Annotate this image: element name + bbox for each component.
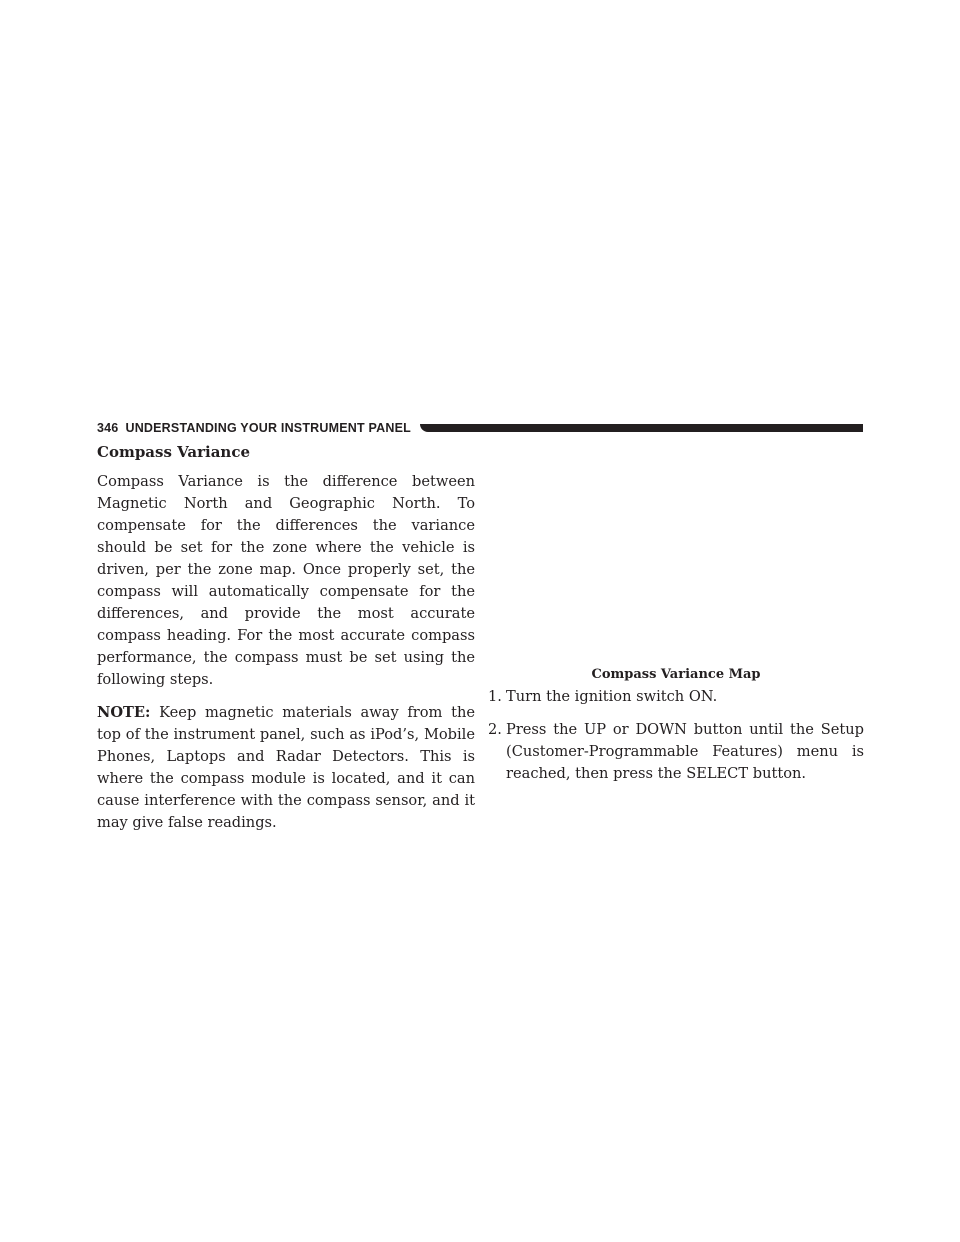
steps-list bbox=[488, 686, 864, 785]
step-number: 1. bbox=[488, 688, 502, 705]
figure-caption: Compass Variance Map bbox=[591, 667, 761, 682]
list-item bbox=[488, 719, 864, 785]
note-text: Keep magnetic materials away from the top of the instrument panel, such as iPod’s, Mobile Phones, Laptops and Radar Detectors. This is where the compass module is located, and it can cause interference with the compass sensor, and it may give false readings. bbox=[97, 704, 476, 831]
left-column bbox=[97, 441, 475, 845]
header-rule bbox=[420, 424, 863, 432]
article-paragraph: Compass Variance is the difference between Magnetic North and Geographic North. To compensate for the differences the variance should be set for the zone where the vehicle is driven, per the zone map. Once properly set, the compass will automatically compensate for the differences, and provide the most accurate compass heading. For the most accurate compass performance, the compass must be set using the following steps. bbox=[97, 473, 475, 688]
section-title: UNDERSTANDING YOUR INSTRUMENT PANEL bbox=[125, 421, 411, 435]
right-column bbox=[488, 441, 864, 796]
step-number: 2. bbox=[488, 721, 502, 738]
step-text: Turn the ignition switch ON. bbox=[506, 688, 718, 705]
page-number: 346 bbox=[97, 421, 119, 435]
article-heading: Compass Variance bbox=[97, 443, 251, 461]
list-item bbox=[488, 686, 864, 708]
step-text: Press the UP or DOWN button until the Setup (Customer-Programmable Features) menu is reached, then press the SELECT button. bbox=[506, 721, 864, 782]
page-header bbox=[97, 418, 863, 438]
figure-area bbox=[488, 441, 864, 664]
note-label: NOTE: bbox=[97, 704, 151, 721]
note-paragraph bbox=[97, 702, 475, 834]
